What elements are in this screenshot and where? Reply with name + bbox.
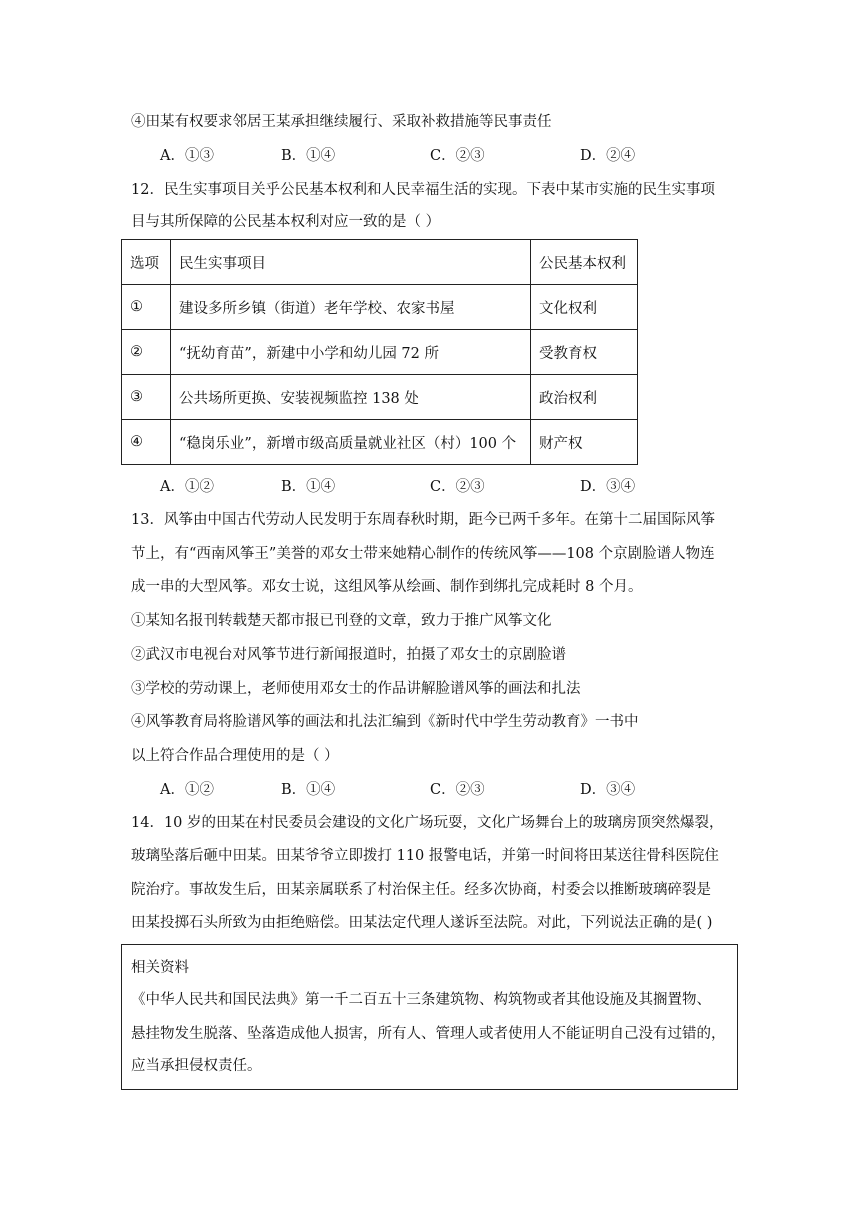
table-row — [122, 285, 638, 330]
related-material-line-1: 《中华人民共和国民法典》第一千二百五十三条建筑物、构筑物或者其他设施及其搁置物、 — [131, 992, 711, 1008]
table-cell: 公共场所更换、安装视频监控 138 处 — [171, 375, 531, 420]
q12-stem-line-2: 目与其所保障的公民基本权利对应一致的是（ ） — [131, 214, 441, 230]
q12-stem-line-1: 12．民生实事项目关乎公民基本权利和人民幸福生活的实现。下表中某市实施的民生实事项 — [131, 182, 715, 198]
table-cell: “抚幼育苗”，新建中小学和幼儿园 72 所 — [171, 330, 531, 375]
table-header-row — [122, 240, 638, 285]
q13-question: 以上符合作品合理使用的是（ ） — [131, 748, 339, 764]
table-cell: “稳岗乐业”，新增市级高质量就业社区（村）100 个 — [171, 420, 531, 465]
q14-stem-line-1: 14．10 岁的田某在村民委员会建设的文化广场玩耍，文化广场舞台上的玻璃房顶突然爆裂， — [131, 815, 724, 831]
table-row — [122, 375, 638, 420]
related-material-line-2: 悬挂物发生脱落、坠落造成他人损害，所有人、管理人或者使用人不能证明自己没有过错的， — [131, 1026, 726, 1042]
q11-option-a: A．①③ — [160, 148, 214, 164]
q13-option-a: A．①② — [160, 782, 214, 798]
table-cell: 受教育权 — [531, 330, 638, 375]
q12-table — [121, 239, 638, 465]
related-material-line-3: 应当承担侵权责任。 — [131, 1058, 262, 1074]
q12-option-d: D．③④ — [580, 479, 636, 495]
q13-statement-2: ②武汉市电视台对风筝节进行新闻报道时，拍摄了邓女士的京剧脸谱 — [131, 647, 566, 663]
q13-statement-3: ③学校的劳动课上，老师使用邓女士的作品讲解脸谱风筝的画法和扎法 — [131, 681, 581, 697]
q13-stem-line-1: 13．风筝由中国古代劳动人民发明于东周春秋时期，距今已两千多年。在第十二届国际风筝 — [131, 512, 715, 528]
q13-stem-line-3: 成一串的大型风筝。邓女士说，这组风筝从绘画、制作到绑扎完成耗时 8 个月。 — [131, 579, 643, 595]
table-header-cell: 选项 — [122, 240, 171, 285]
q12-option-a: A．①② — [160, 479, 214, 495]
q12-option-c: C．②③ — [430, 479, 485, 495]
table-cell: ① — [122, 285, 171, 330]
related-material-title: 相关资料 — [131, 960, 189, 976]
q13-option-c: C．②③ — [430, 782, 485, 798]
q14-stem-line-4: 田某投掷石头所致为由拒绝赔偿。田某法定代理人遂诉至法院。对此，下列说法正确的是( ) — [131, 915, 713, 931]
table-cell: 建设多所乡镇（街道）老年学校、农家书屋 — [171, 285, 531, 330]
q14-stem-line-2: 玻璃坠落后砸中田某。田某爷爷立即拨打 110 报警电话，并第一时间将田某送往骨科医院住 — [131, 848, 719, 864]
q12-option-b: B．①④ — [281, 479, 336, 495]
table-header-cell: 民生实事项目 — [171, 240, 531, 285]
q11-option-c: C．②③ — [430, 148, 485, 164]
table-cell: 文化权利 — [531, 285, 638, 330]
q13-statement-1: ①某知名报刊转载楚天都市报已刊登的文章，致力于推广风筝文化 — [131, 613, 552, 629]
q13-statement-4: ④风筝教育局将脸谱风筝的画法和扎法汇编到《新时代中学生劳动教育》一书中 — [131, 714, 639, 730]
table-row — [122, 420, 638, 465]
table-row — [122, 330, 638, 375]
q11-option-b: B．①④ — [281, 148, 336, 164]
related-material-box — [121, 944, 738, 1090]
table-cell: ③ — [122, 375, 171, 420]
q13-stem-line-2: 节上，有“西南风筝王”美誉的邓女士带来她精心制作的传统风筝——108 个京剧脸谱人物连 — [131, 546, 715, 562]
table-cell: ④ — [122, 420, 171, 465]
table-cell: 政治权利 — [531, 375, 638, 420]
q11-option-d: D．②④ — [580, 148, 636, 164]
q11-statement-4: ④田某有权要求邻居王某承担继续履行、采取补救措施等民事责任 — [131, 114, 552, 130]
q13-option-d: D．③④ — [580, 782, 636, 798]
table-cell: 财产权 — [531, 420, 638, 465]
table-header-cell: 公民基本权利 — [531, 240, 638, 285]
q14-stem-line-3: 院治疗。事故发生后，田某亲属联系了村治保主任。经多次协商，村委会以推断玻璃碎裂是 — [131, 882, 711, 898]
q13-option-b: B．①④ — [281, 782, 336, 798]
table-cell: ② — [122, 330, 171, 375]
